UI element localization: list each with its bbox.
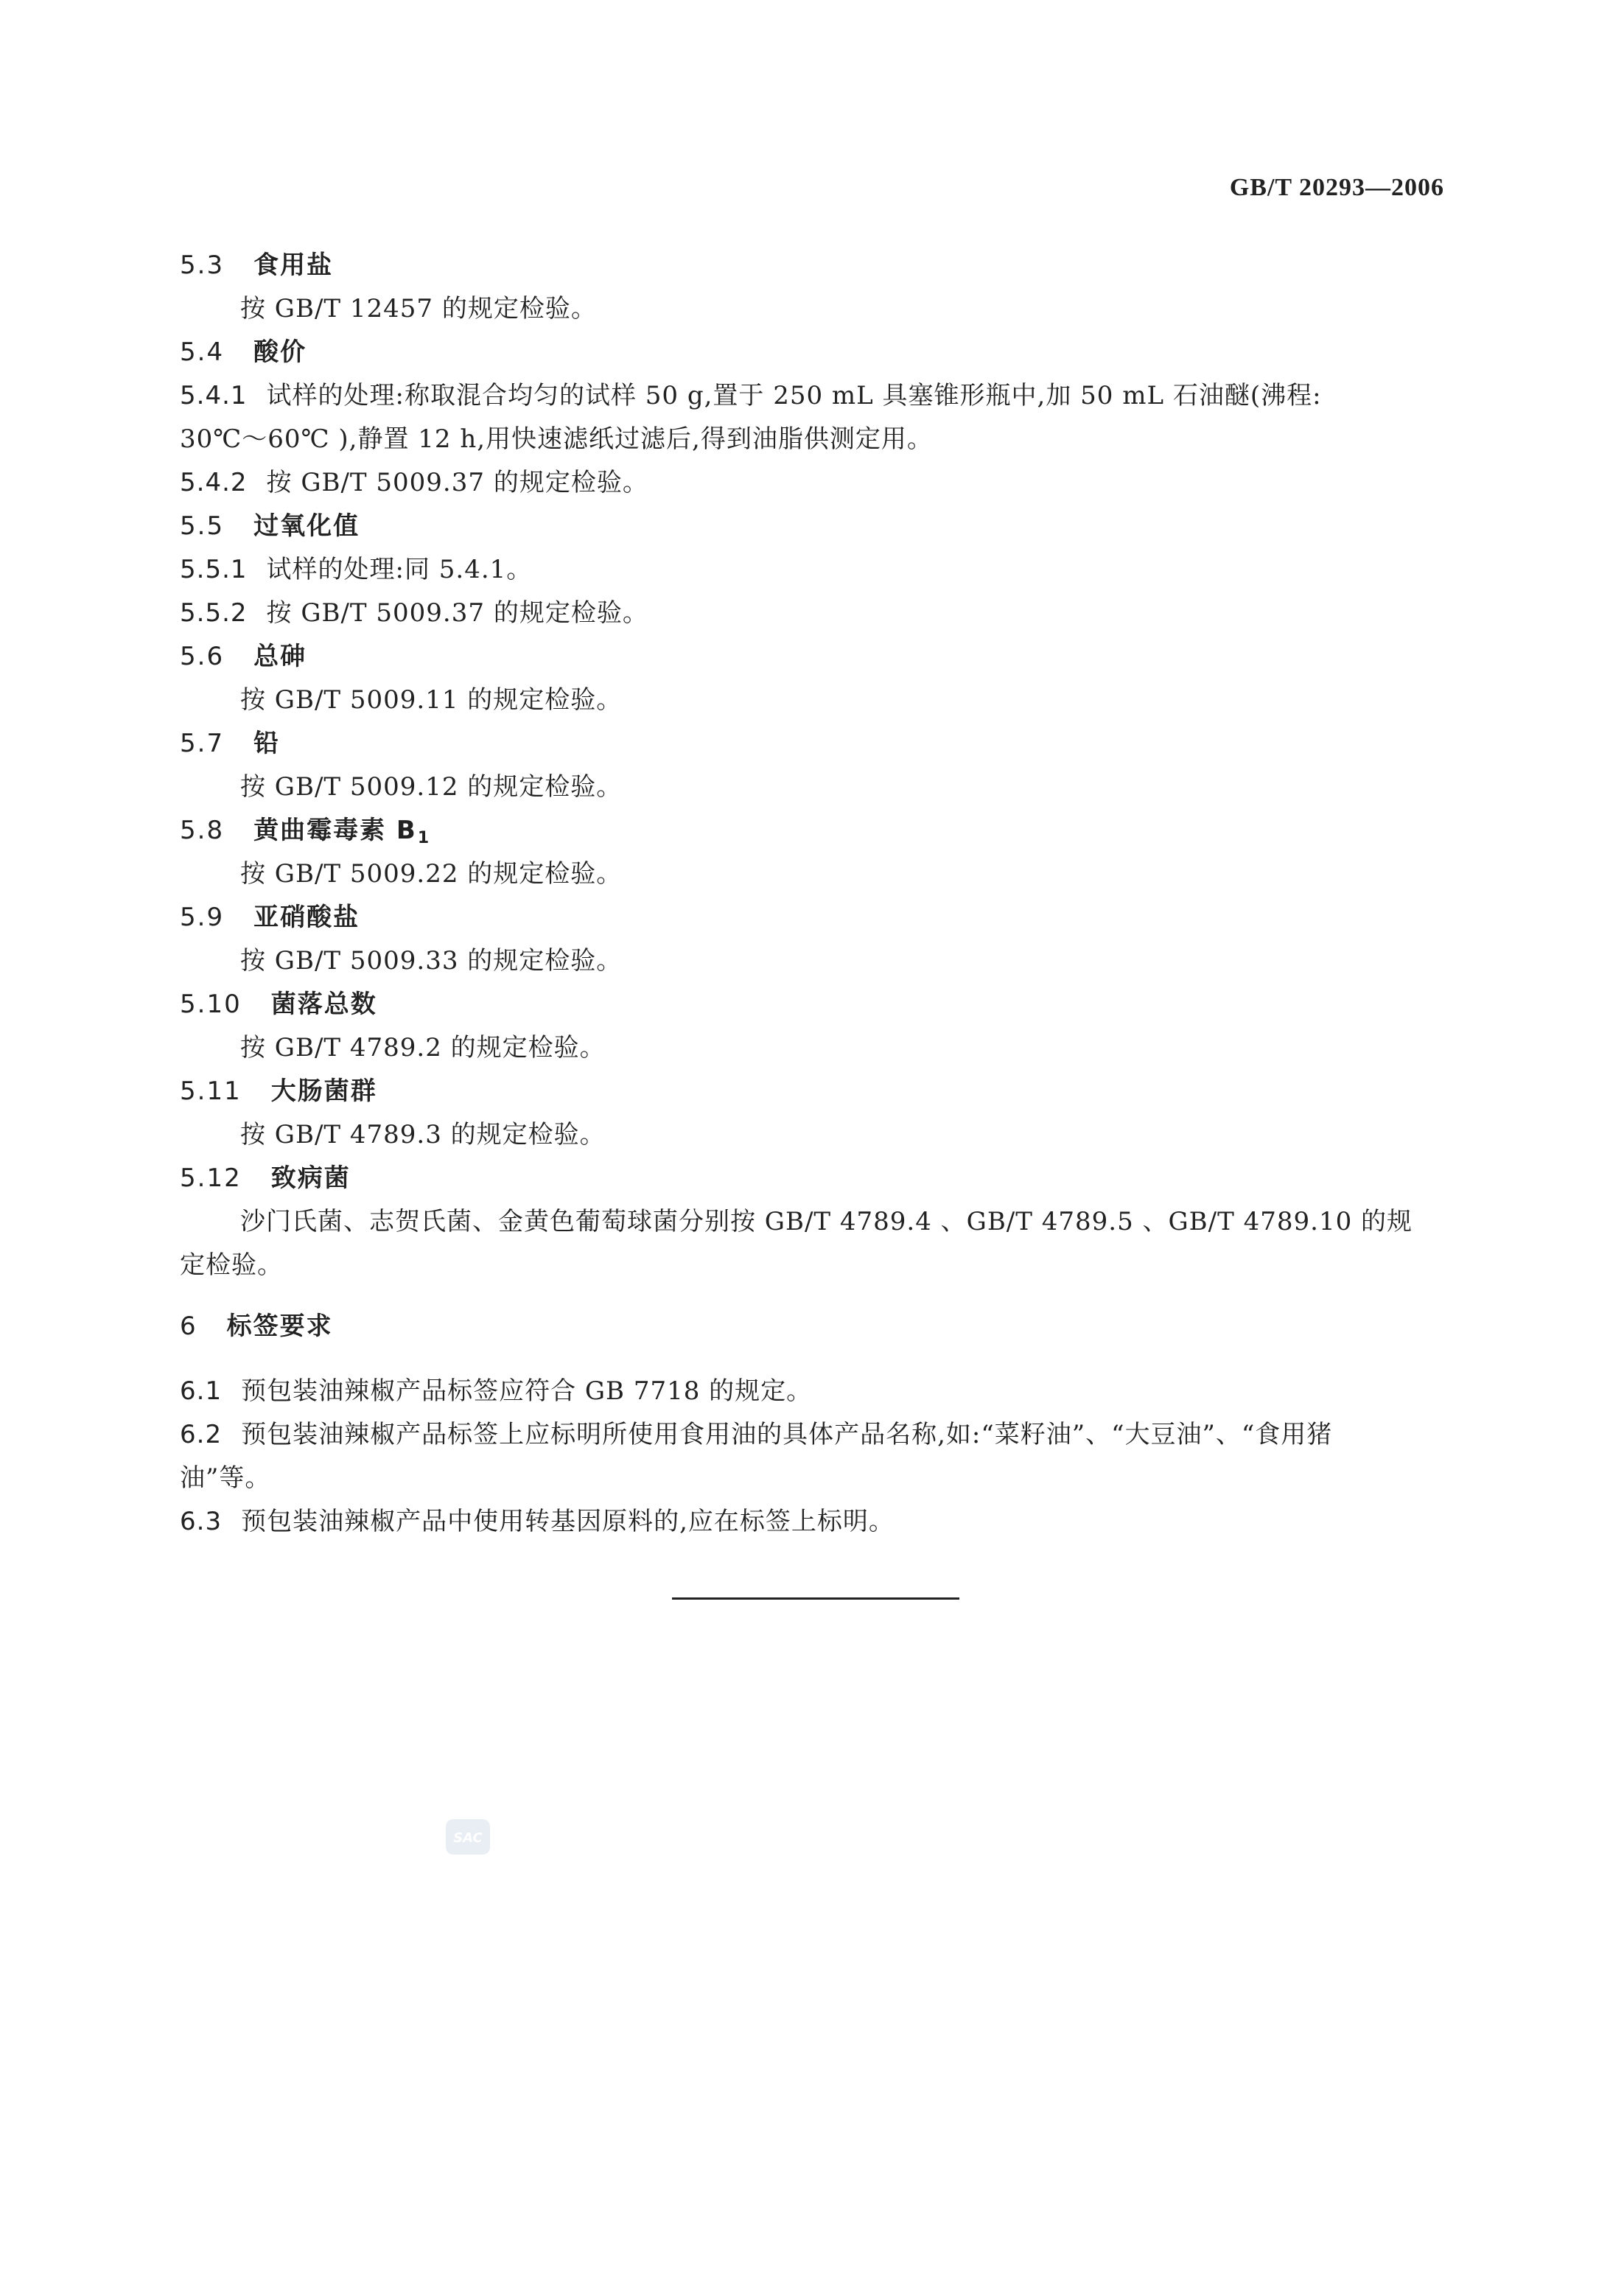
section-number: 5.4.2	[180, 468, 248, 497]
section-5-11-heading	[180, 1077, 377, 1106]
section-5-4-heading	[180, 337, 307, 367]
section-number: 5.4	[180, 337, 225, 367]
section-text: 预包装油辣椒产品标签应符合 GB 7718 的规定。	[241, 1376, 813, 1406]
watermark-label: SAC	[453, 1830, 483, 1846]
section-5-11-text: 按 GB/T 4789.3 的规定检验。	[240, 1120, 606, 1149]
section-number: 5.10	[180, 990, 242, 1019]
section-title: 食用盐	[253, 251, 334, 280]
section-title: 大肠菌群	[270, 1077, 377, 1106]
section-5-12-heading	[180, 1163, 351, 1193]
section-6-2-line1	[180, 1420, 1332, 1449]
section-number: 5.9	[180, 903, 225, 932]
section-number: 6.3	[180, 1507, 223, 1536]
section-5-4-1-line1	[180, 381, 1322, 410]
section-title: 标签要求	[226, 1312, 333, 1341]
section-5-9-text: 按 GB/T 5009.33 的规定检验。	[240, 946, 623, 976]
section-title: 致病菌	[270, 1163, 351, 1193]
section-number: 6.1	[180, 1376, 223, 1406]
section-text: 按 GB/T 5009.37 的规定检验。	[266, 468, 648, 497]
section-number: 5.4.1	[180, 381, 248, 410]
section-number: 6.2	[180, 1420, 223, 1449]
section-number: 5.8	[180, 816, 225, 845]
section-number: 5.7	[180, 729, 225, 758]
section-5-4-1-line2: 30℃～60℃ ),静置 12 h,用快速滤纸过滤后,得到油脂供测定用。	[180, 424, 933, 454]
sac-logo-icon	[445, 1818, 491, 1855]
section-title: 酸价	[253, 337, 307, 367]
section-5-7-text: 按 GB/T 5009.12 的规定检验。	[240, 772, 623, 802]
section-5-4-2	[180, 468, 648, 497]
section-text: 预包装油辣椒产品中使用转基因原料的,应在标签上标明。	[241, 1507, 895, 1536]
section-title: 菌落总数	[270, 990, 377, 1019]
section-5-5-heading	[180, 511, 360, 541]
section-5-3-heading	[180, 251, 333, 280]
section-6-3	[180, 1507, 895, 1536]
section-number: 5.5.1	[180, 555, 248, 584]
section-5-8-text: 按 GB/T 5009.22 的规定检验。	[240, 859, 623, 889]
section-5-6-text: 按 GB/T 5009.11 的规定检验。	[240, 685, 623, 715]
section-5-3-text: 按 GB/T 12457 的规定检验。	[240, 294, 597, 323]
section-number: 6	[180, 1312, 197, 1341]
section-6-1	[180, 1376, 812, 1406]
section-number: 5.12	[180, 1163, 242, 1193]
section-title-subscript: 1	[417, 829, 431, 847]
section-number: 5.5.2	[180, 598, 248, 628]
section-5-10-text: 按 GB/T 4789.2 的规定检验。	[240, 1033, 606, 1063]
section-5-10-heading	[180, 990, 377, 1019]
section-5-9-heading	[180, 903, 360, 932]
section-title: 铅	[253, 729, 281, 758]
section-number: 5.11	[180, 1077, 242, 1106]
section-5-5-1	[180, 555, 532, 584]
section-title: 黄曲霉毒素 B	[253, 816, 417, 845]
section-text: 按 GB/T 5009.37 的规定检验。	[266, 598, 648, 628]
section-5-5-2	[180, 598, 648, 628]
section-text: 预包装油辣椒产品标签上应标明所使用食用油的具体产品名称,如:“菜籽油”、“大豆油”、“食用猪	[241, 1420, 1333, 1449]
end-rule	[672, 1597, 959, 1600]
section-title: 总砷	[253, 642, 307, 671]
section-number: 5.5	[180, 511, 225, 541]
section-6-heading	[180, 1312, 333, 1341]
section-6-2-line2: 油”等。	[180, 1463, 271, 1493]
section-5-12-line2: 定检验。	[180, 1250, 283, 1280]
section-title: 亚硝酸盐	[253, 903, 360, 932]
section-5-12-line1: 沙门氏菌、志贺氏菌、金黄色葡萄球菌分别按 GB/T 4789.4 、GB/T 4789.5 、GB/T 4789.10 的规	[240, 1207, 1413, 1236]
section-text: 试样的处理:同 5.4.1。	[266, 555, 533, 584]
section-text: 试样的处理:称取混合均匀的试样 50 g,置于 250 mL 具塞锥形瓶中,加 50 mL 石油醚(沸程:	[266, 381, 1322, 410]
section-5-6-heading	[180, 642, 307, 671]
standard-number: GB/T 20293—2006	[1229, 174, 1444, 201]
section-number: 5.3	[180, 251, 225, 280]
section-5-7-heading	[180, 729, 280, 758]
section-number: 5.6	[180, 642, 225, 671]
section-5-8-heading	[180, 816, 430, 853]
section-title: 过氧化值	[253, 511, 360, 541]
